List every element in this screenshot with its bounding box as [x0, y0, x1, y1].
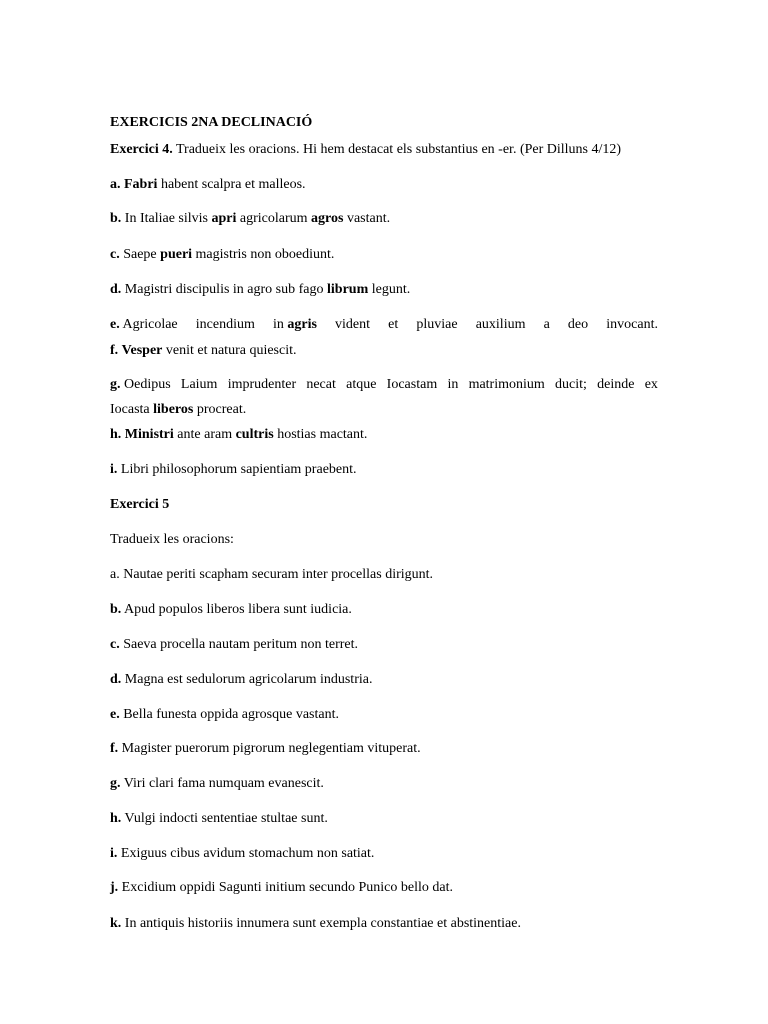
sentence-text: Iocasta [110, 402, 150, 417]
word: incendium [195, 317, 255, 332]
sentence-text: Exiguus cibus avidum stomachum non satiat. [120, 846, 375, 861]
word: in [447, 377, 459, 392]
item-label: d. [110, 672, 122, 687]
word: matrimonium [468, 377, 545, 392]
sentence-4f [110, 342, 658, 360]
sentence-text: Bella funesta oppida agrosque vastant. [123, 707, 339, 722]
item-label: j. [110, 880, 119, 895]
word: deo [567, 317, 589, 332]
item-label: b. [110, 602, 122, 617]
sentence-text: Magister puerorum pigrorum neglegentiam vituperat. [121, 741, 421, 756]
item-label: c. [110, 247, 120, 262]
sentence-4e [110, 316, 658, 334]
highlighted-word: librum [327, 282, 369, 297]
sentence-5e [110, 706, 658, 724]
sentence-5h [110, 810, 658, 828]
item-label: f. [110, 343, 119, 358]
item-label: e. [110, 317, 120, 332]
document-title [110, 114, 658, 132]
sentence-text: Magistri discipulis in agro sub fago [124, 282, 324, 297]
exercise-5-header [110, 496, 658, 514]
item-label: d. [110, 282, 122, 297]
word: ex [644, 377, 658, 392]
sentence-4b [110, 210, 658, 228]
sentence-5a [110, 566, 658, 584]
word: ducit; [555, 377, 587, 392]
sentence-5c [110, 636, 658, 654]
item-label: g. [110, 377, 121, 392]
sentence-text: magistris non oboediunt. [195, 247, 335, 262]
word: Laium [180, 377, 218, 392]
sentence-text: In Italiae silvis [124, 211, 208, 226]
sentence-5i [110, 845, 658, 863]
sentence-5k [110, 915, 658, 933]
sentence-text: Nautae periti scapham securam inter procellas dirigunt. [123, 567, 434, 582]
item-label: h. [110, 427, 122, 442]
item-label: b. [110, 211, 122, 226]
word: et [388, 317, 399, 332]
item-label: i. [110, 462, 118, 477]
word: invocant. [606, 317, 658, 332]
sentence-text: procreat. [196, 402, 247, 417]
word: atque [346, 377, 377, 392]
exercise-4-header [110, 141, 658, 159]
highlighted-word: agris [287, 317, 317, 332]
sentence-text: legunt. [371, 282, 411, 297]
item-label: e. [110, 707, 120, 722]
sentence-5d [110, 671, 658, 689]
item-label: i. [110, 846, 118, 861]
sentence-text: habent scalpra et malleos. [160, 177, 306, 192]
sentence-4c [110, 246, 658, 264]
sentence-5g [110, 775, 658, 793]
word: Agricolae [122, 317, 178, 332]
sentence-4i [110, 461, 658, 479]
sentence-5b [110, 601, 658, 619]
sentence-text: Apud populos liberos libera sunt iudicia. [124, 602, 352, 617]
item-label: k. [110, 916, 122, 931]
exercise-4-instruction: Tradueix les oracions. Hi hem destacat els substantius en -er. (Per Dilluns 4/12) [175, 142, 622, 157]
exercise-4-heading: Exercici 4. [110, 142, 173, 157]
sentence-text: Saepe [123, 247, 157, 262]
item-label: g. [110, 776, 121, 791]
exercise-5-instruction [110, 531, 658, 549]
sentence-4d [110, 281, 658, 299]
item-label: f. [110, 741, 119, 756]
sentence-text: Viri clari fama numquam evanescit. [123, 776, 324, 791]
title-text: EXERCICIS 2NA DECLINACIÓ [110, 115, 313, 130]
sentence-4g-line1 [110, 376, 658, 394]
item-label: c. [110, 637, 120, 652]
sentence-5f [110, 740, 658, 758]
sentence-text: agricolarum [239, 211, 308, 226]
sentence-text: Libri philosophorum sapientiam praebent. [120, 462, 357, 477]
sentence-text: hostias mactant. [277, 427, 368, 442]
item-label: h. [110, 811, 122, 826]
highlighted-word: Vesper [121, 343, 163, 358]
sentence-text: Excidium oppidi Sagunti initium secundo Punico bello dat. [121, 880, 453, 895]
word: deinde [597, 377, 635, 392]
word: auxilium [475, 317, 526, 332]
sentence-text: Magna est sedulorum agricolarum industria. [124, 672, 373, 687]
word: necat [306, 377, 336, 392]
word: Oedipus [124, 377, 171, 392]
word: pluviae [416, 317, 458, 332]
sentence-4g-line2 [110, 401, 658, 419]
word: a [543, 317, 550, 332]
word: in [272, 317, 284, 332]
sentence-text: In antiquis historiis innumera sunt exempla constantiae et abstinentiae. [124, 916, 521, 931]
sentence-text: vastant. [346, 211, 391, 226]
exercise-5-heading: Exercici 5 [110, 497, 170, 512]
word: vident [335, 317, 371, 332]
sentence-text: venit et natura quiescit. [165, 343, 297, 358]
item-label: a. [110, 177, 121, 192]
sentence-4h [110, 426, 658, 444]
sentence-5j [110, 879, 658, 897]
highlighted-word: Fabri [124, 177, 158, 192]
highlighted-word: apri [211, 211, 237, 226]
word: imprudenter [227, 377, 297, 392]
sentence-4a [110, 176, 658, 194]
item-label: a. [110, 567, 120, 582]
highlighted-word: cultris [235, 427, 274, 442]
highlighted-word: pueri [160, 247, 193, 262]
highlighted-word: Ministri [124, 427, 174, 442]
word: Iocastam [386, 377, 438, 392]
sentence-text: Vulgi indocti sententiae stultae sunt. [124, 811, 328, 826]
sentence-text: ante aram [177, 427, 233, 442]
instruction-text: Tradueix les oracions: [110, 532, 234, 547]
sentence-text: Saeva procella nautam peritum non terret. [123, 637, 359, 652]
highlighted-word: agros [311, 211, 344, 226]
highlighted-word: liberos [153, 402, 194, 417]
